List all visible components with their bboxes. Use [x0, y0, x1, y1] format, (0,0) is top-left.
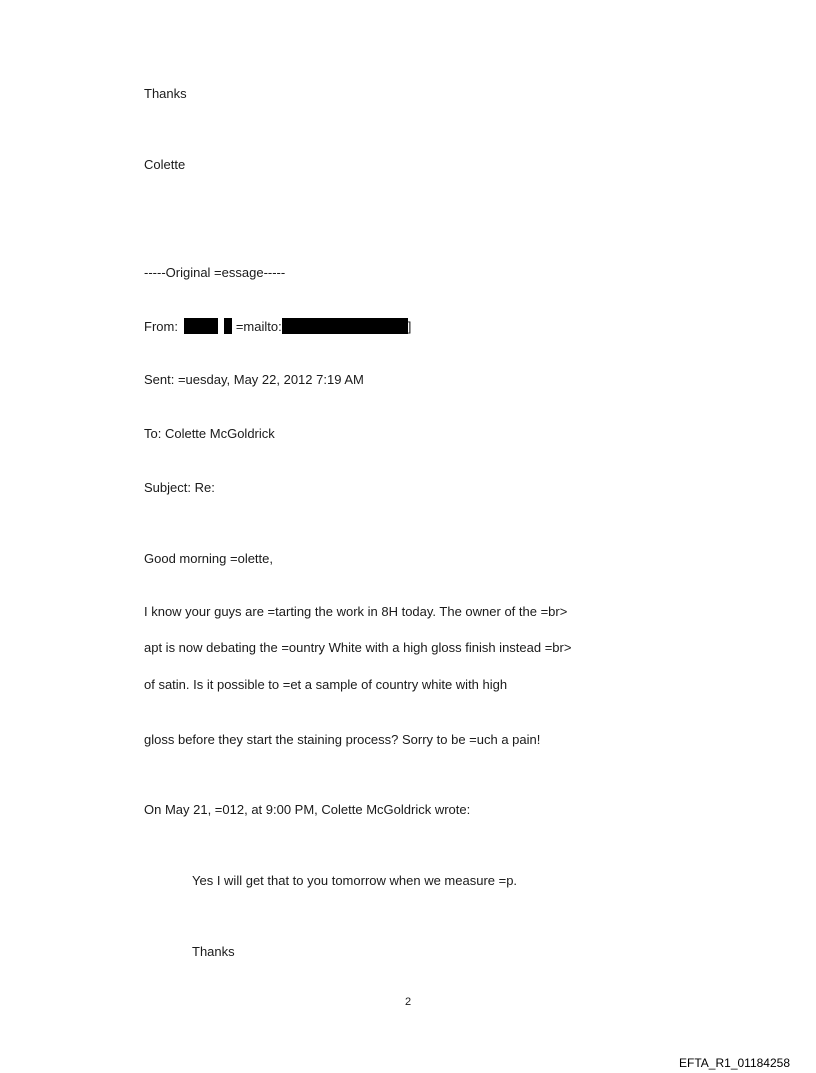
signature-name: Colette: [144, 157, 186, 172]
body-line: apt is now debating the =ountry White with a high gloss finish instead =br>: [144, 640, 572, 655]
mailto-label: =mailto:: [235, 319, 282, 334]
from-label: From:: [144, 319, 178, 334]
page-number: 2: [404, 996, 412, 1008]
greeting: Good morning =olette,: [144, 551, 273, 566]
redaction-block: [282, 318, 408, 334]
quoted-thanks: Thanks: [192, 944, 235, 959]
from-line: [144, 318, 411, 335]
body-line: I know your guys are =tarting the work in 8H today. The owner of the =br>: [144, 604, 568, 619]
subject-line: Subject: Re:: [144, 480, 215, 495]
to-line: To: Colette McGoldrick: [144, 426, 275, 441]
close-bracket: ]: [407, 319, 412, 334]
redaction-block: [224, 318, 232, 334]
quoted-line: Yes I will get that to you tomorrow when we measure =p.: [192, 873, 518, 888]
quote-intro: On May 21, =012, at 9:00 PM, Colette McGoldrick wrote:: [144, 802, 471, 817]
original-message-header: -----Original =essage-----: [144, 265, 286, 280]
bates-number: EFTA_R1_01184258: [679, 1056, 790, 1070]
body-line: gloss before they start the staining process? Sorry to be =uch a pain!: [144, 732, 541, 747]
body-line: of satin. Is it possible to =et a sample of country white with high: [144, 677, 508, 692]
sent-line: Sent: =uesday, May 22, 2012 7:19 AM: [144, 372, 364, 387]
redaction-block: [184, 318, 218, 334]
closing-thanks: Thanks: [144, 86, 187, 101]
